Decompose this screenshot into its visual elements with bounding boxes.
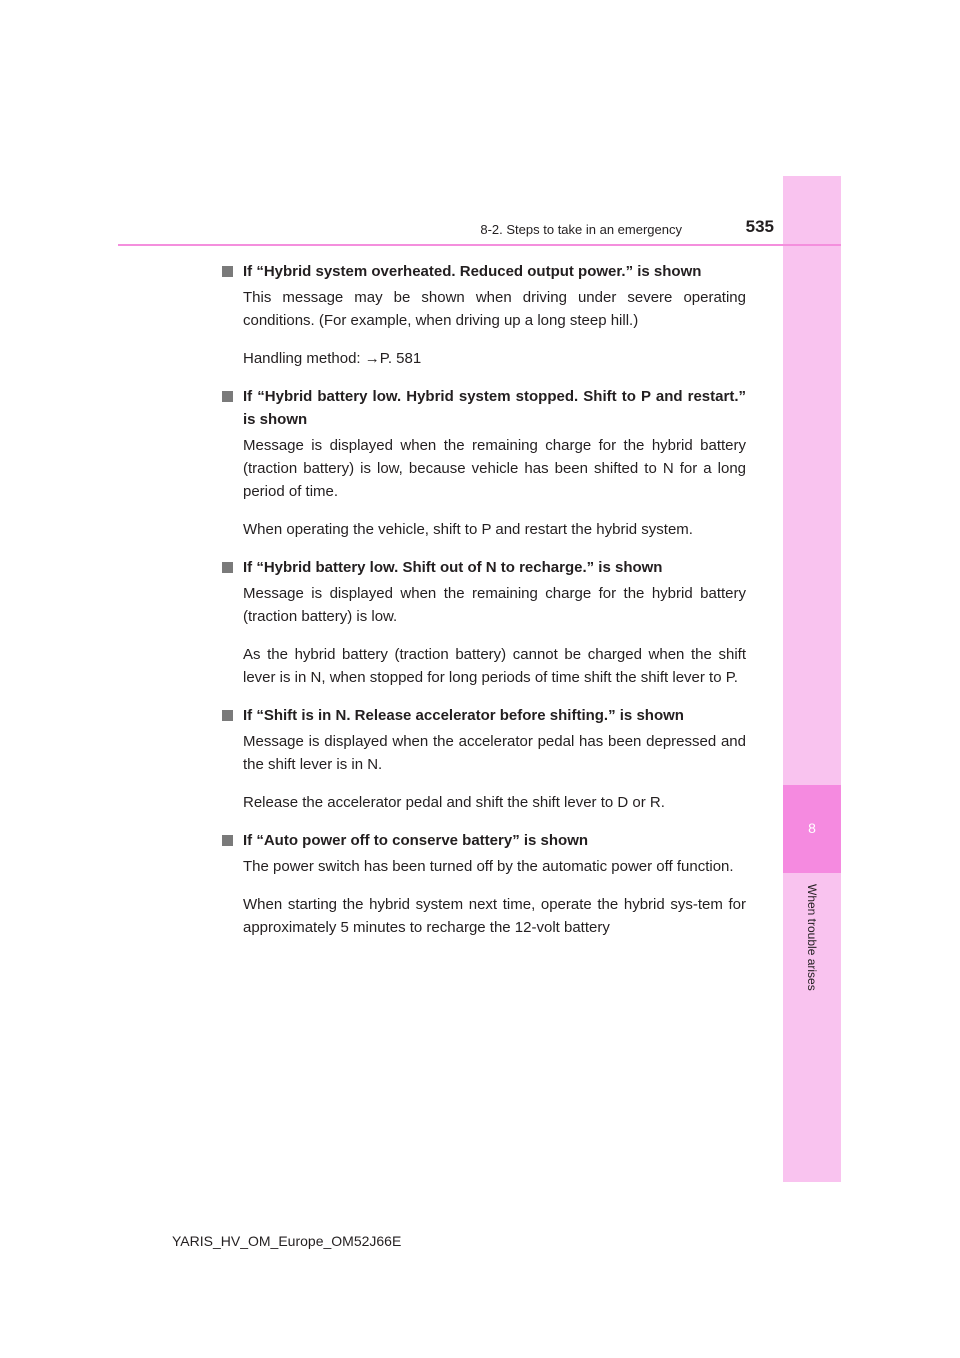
page-number: 535 <box>745 217 774 236</box>
item-paragraph: As the hybrid battery (traction battery) cannot be charged when the shift lever is in N, when stopped for long periods of time shift the shift lever to P. <box>243 646 746 686</box>
section-title: 8-2. Steps to take in an emergency <box>480 222 682 237</box>
item-paragraph: This message may be shown when driving under severe operating conditions. (For example, when driving up a long steep hill.) <box>243 289 746 329</box>
message-item <box>222 556 746 689</box>
square-bullet-icon <box>222 710 233 721</box>
message-item <box>222 704 746 814</box>
document-code: YARIS_HV_OM_Europe_OM52J66E <box>172 1233 402 1249</box>
chapter-number: 8 <box>808 820 816 836</box>
item-heading <box>222 556 746 579</box>
item-heading <box>222 829 746 852</box>
item-paragraph: Message is displayed when the accelerator pedal has been depressed and the shift lever is in N. <box>243 733 746 773</box>
chapter-side-tab <box>783 176 841 1182</box>
item-paragraph: When operating the vehicle, shift to P and restart the hybrid system. <box>243 521 693 538</box>
item-paragraph: When starting the hybrid system next time, operate the hybrid sys-tem for approximately 5 minutes to recharge the 12-volt battery <box>243 896 746 936</box>
item-heading <box>222 260 746 283</box>
item-heading-text: If “Hybrid battery low. Shift out of N to recharge.” is shown <box>243 559 663 576</box>
item-paragraph: Release the accelerator pedal and shift the shift lever to D or R. <box>243 794 665 811</box>
message-item <box>222 829 746 939</box>
square-bullet-icon <box>222 562 233 573</box>
item-paragraph: Message is displayed when the remaining charge for the hybrid battery (traction battery) is low. <box>243 585 746 625</box>
item-heading-text: If “Auto power off to conserve battery” is shown <box>243 832 589 849</box>
item-paragraph: Message is displayed when the remaining charge for the hybrid battery (traction battery) is low, because vehicle has been shifted to N for a long period of time. <box>243 437 746 500</box>
item-heading-text: If “Hybrid system overheated. Reduced output power.” is shown <box>243 263 702 280</box>
item-heading <box>222 385 746 431</box>
message-item <box>222 385 746 541</box>
item-paragraph: The power switch has been turned off by the automatic power off function. <box>243 858 734 875</box>
chapter-title: When trouble arises <box>805 884 819 991</box>
header-divider <box>118 244 841 246</box>
item-heading-text: If “Hybrid battery low. Hybrid system stopped. Shift to P and restart.” is shown <box>243 388 746 428</box>
square-bullet-icon <box>222 391 233 402</box>
item-heading-text: If “Shift is in N. Release accelerator before shifting.” is shown <box>243 707 684 724</box>
item-heading <box>222 704 746 727</box>
item-paragraph: Handling method: →P. 581 <box>243 350 422 367</box>
page-content <box>222 260 746 954</box>
square-bullet-icon <box>222 835 233 846</box>
square-bullet-icon <box>222 266 233 277</box>
message-item <box>222 260 746 370</box>
